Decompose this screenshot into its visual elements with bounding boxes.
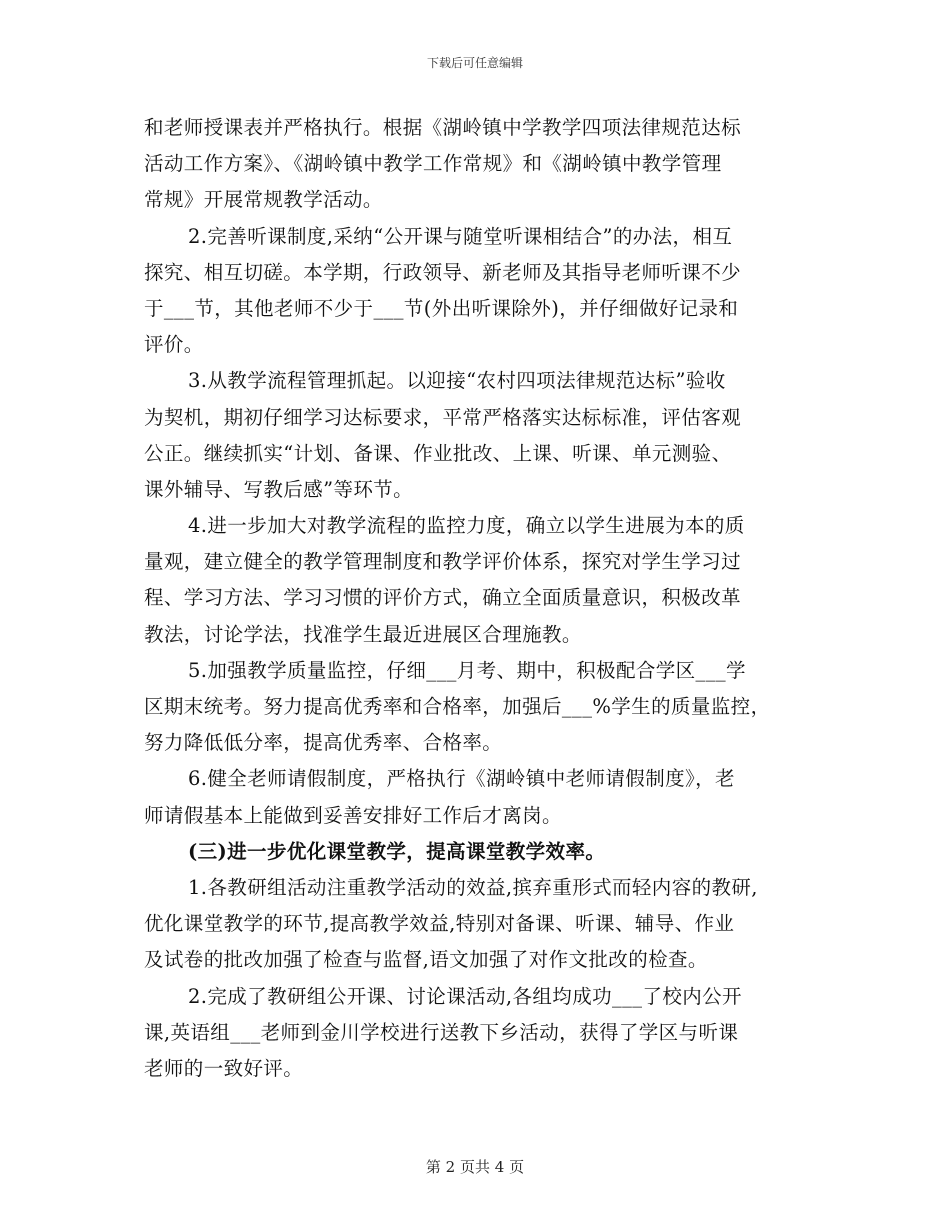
text-line: 努力降低低分率，提高优秀率、合格率。 [144, 731, 503, 755]
text-line: 师请假基本上能做到妥善安排好工作后才离岗。 [144, 803, 562, 827]
text-line: 程、学习方法、学习习惯的评价方式，确立全面质量意识，积极改革 [144, 586, 742, 610]
text-line: 公正。继续抓实“计划、备课、作业批改、上课、听课、单元测验、 [144, 441, 732, 465]
paragraph-start: 6.健全老师请假制度，严格执行《湖岭镇中老师请假制度》，老 [188, 767, 735, 791]
paragraph-start: 3.从教学流程管理抓起。以迎接“农村四项法律规范达标”验收 [188, 369, 726, 393]
paragraph-start: 5.加强教学质量监控，仔细___月考、期中，积极配合学区___学 [188, 658, 746, 682]
text-line: 量观，建立健全的教学管理制度和教学评价体系，探究对学生学习过 [144, 550, 742, 574]
text-line: 及试卷的批改加强了检查与监督,语文加强了对作文批改的检查。 [144, 948, 708, 972]
text-line: 课,英语组___老师到金川学校进行送教下乡活动，获得了学区与听课 [144, 1020, 739, 1044]
paragraph-start: 2.完善听课制度,采纳“公开课与随堂听课相结合”的办法，相互 [188, 224, 733, 248]
page-header: 下载后可任意编辑 [426, 56, 523, 70]
text-line: 课外辅导、写教后感”等环节。 [144, 477, 414, 501]
page-footer: 第 2 页共 4 页 [425, 1158, 525, 1176]
text-line: 常规》开展常规教学活动。 [144, 188, 383, 212]
paragraph-start: 2.完成了教研组公开课、讨论课活动,各组均成功___了校内公开 [188, 984, 742, 1008]
text-line: 老师的一致好评。 [144, 1056, 304, 1080]
text-line: 教法，讨论学法，找准学生最近进展区合理施教。 [144, 622, 582, 646]
text-line: 和老师授课表并严格执行。根据《湖岭镇中学教学四项法律规范达标 [144, 116, 742, 139]
text-line: 探究、相互切磋。本学期，行政领导、新老师及其指导老师听课不少 [144, 260, 742, 284]
text-line: 区期末统考。努力提高优秀率和合格率，加强后___%学生的质量监控， [144, 695, 771, 718]
text-line: 于___节，其他老师不少于___节(外出听课除外)，并仔细做好记录和 [144, 296, 739, 320]
text-line: 优化课堂教学的环节,提高教学效益,特别对备课、听课、辅导、作业 [144, 912, 735, 936]
paragraph-start: 1.各教研组活动注重教学活动的效益,摈弃重形式而轻内容的教研, [188, 875, 758, 899]
document-body [144, 110, 804, 1087]
section-heading: (三)进一步优化课堂教学，提高课堂教学效率。 [188, 839, 606, 863]
text-line: 为契机，期初仔细学习达标要求，平常严格落实达标标准，评估客观 [144, 405, 742, 429]
text-line: 活动工作方案》、《湖岭镇中教学工作常规》和《湖岭镇中教学管理 [144, 152, 722, 176]
text-line: 评价。 [144, 333, 204, 357]
paragraph-start: 4.进一步加大对教学流程的监控力度，确立以学生进展为本的质 [188, 514, 745, 538]
